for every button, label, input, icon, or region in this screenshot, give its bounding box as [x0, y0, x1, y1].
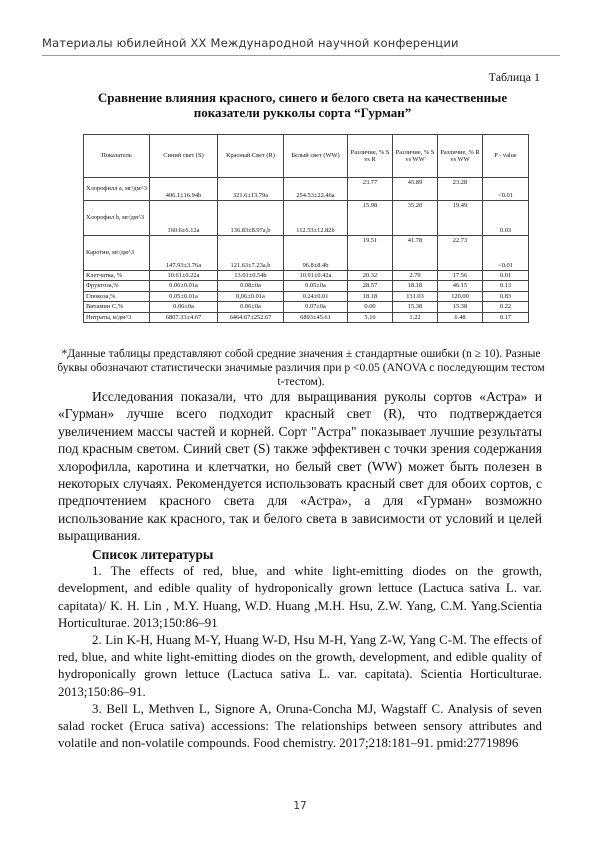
- table-title: Сравнение влияния красного, синего и белого света на качественные показатели рукколы сорта “Гурман”: [97, 90, 508, 120]
- table-row: [84, 302, 529, 312]
- table-row: [84, 201, 529, 236]
- table-row: [84, 281, 529, 291]
- table-header-row: [84, 135, 529, 178]
- table-cell: 0.24±0.01: [284, 291, 348, 301]
- table-cell: 147.93±3.76a: [150, 236, 218, 271]
- table-row: [84, 271, 529, 281]
- table-cell: 41.78: [393, 236, 438, 271]
- table-cell: 0.05±0.01a: [150, 291, 218, 301]
- table-cell: 160.6±6.12a: [150, 201, 218, 236]
- table-cell: 0.83: [483, 291, 529, 301]
- header-cell: Различие, % R vs WW: [438, 135, 483, 178]
- table-cell: 112.53±12.82b: [284, 201, 348, 236]
- references-heading: Список литературы: [92, 547, 214, 562]
- table-cell: 0.07±0a: [284, 302, 348, 312]
- table-cell: 0.08±0a: [218, 281, 284, 291]
- table-cell: 406.1±16.94b: [150, 178, 218, 201]
- references-section: [58, 546, 542, 752]
- table-cell: 2.79: [393, 271, 438, 281]
- header-divider: [42, 55, 560, 56]
- table-cell: 13.01±0.54b: [218, 271, 284, 281]
- table-cell: 0.06±0a: [150, 302, 218, 312]
- table-label: Таблица 1: [488, 70, 540, 84]
- table-cell: 5.16: [348, 312, 393, 322]
- table-cell: 19.49: [438, 201, 483, 236]
- row-label-cell: Хлорофил b, мг/дм^3: [84, 201, 150, 236]
- row-label-cell: Фруктоза,%: [84, 281, 150, 291]
- table-cell: 6807.33±4.67: [150, 312, 218, 322]
- row-label-cell: Клетчатка, %: [84, 271, 150, 281]
- table-container: [83, 134, 528, 323]
- table-cell: 10.91±0.42a: [284, 271, 348, 281]
- header-cell: Показатель: [84, 135, 150, 178]
- table-cell: 0.22: [483, 302, 529, 312]
- table-cell: 23.77: [348, 178, 393, 201]
- table-cell: 18.18: [393, 281, 438, 291]
- reference-item: 3. Bell L, Methven L, Signore A, Oruna-Concha MJ, Wagstaff C. Analysis of seven salad rocket (Eruca sativa) accessions: The relationships between sensory attributes and volatile and non-volatile compounds. Food chemistry. 2017;218:181–91. pmid:27719896: [58, 701, 542, 751]
- table-cell: 0.05±0a: [284, 281, 348, 291]
- results-table: [83, 134, 529, 323]
- table-cell: 0,06±0.01a: [218, 291, 284, 301]
- table-cell: 0.17: [483, 312, 529, 322]
- running-header: Материалы юбилейной XX Международной научной конференции: [42, 36, 459, 50]
- header-cell: Различие, % S vs R: [348, 135, 393, 178]
- table-cell: 15.38: [438, 302, 483, 312]
- row-label-cell: Хлорофилл а, мг/дм^3: [84, 178, 150, 201]
- table-cell: 0.00: [348, 302, 393, 312]
- table-cell: 45.89: [393, 178, 438, 201]
- header-cell: P - value: [483, 135, 529, 178]
- table-cell: 15.38: [393, 302, 438, 312]
- table-cell: 321.6±13.79a: [218, 178, 284, 201]
- table-cell: 35.20: [393, 201, 438, 236]
- header-cell: Белый свет (WW): [284, 135, 348, 178]
- table-cell: 6.48: [438, 312, 483, 322]
- table-cell: 46.15: [438, 281, 483, 291]
- table-row: [84, 291, 529, 301]
- table-cell: 121.63±7.23a,b: [218, 236, 284, 271]
- table-cell: 18.18: [348, 291, 393, 301]
- body-text: [58, 388, 542, 545]
- header-cell: Различие, % S vs WW: [393, 135, 438, 178]
- table-cell: 6464.67±252.67: [218, 312, 284, 322]
- table-cell: 17.56: [438, 271, 483, 281]
- table-cell: 1.22: [393, 312, 438, 322]
- table-row: [84, 236, 529, 271]
- row-label-cell: Нитраты, в/дм^3: [84, 312, 150, 322]
- row-label-cell: Глюкоза,%: [84, 291, 150, 301]
- table-cell: 0.03: [483, 201, 529, 236]
- table-cell: 19.51: [348, 236, 393, 271]
- table-cell: 0.06±0.01a: [150, 281, 218, 291]
- page-number: 17: [293, 800, 307, 812]
- table-cell: 15.98: [348, 201, 393, 236]
- row-label-cell: Витамин С,%: [84, 302, 150, 312]
- table-cell: <0.01: [483, 236, 529, 271]
- table-cell: 20.32: [348, 271, 393, 281]
- reference-item: 1. The effects of red, blue, and white light-emitting diodes on the growth, development, and edible quality of hydroponically grown lettuce (Lactuca sativa L. var. capitata)/ K. H. Lin , M.Y. Huang, W.D. Huang ,M.H. Hsu, Z.W. Yang, C.M. Yang.Scientia Horticulturae. 2013;150:86–91: [58, 564, 542, 630]
- header-cell: Красный Свет (R): [218, 135, 284, 178]
- header-cell: Синий свет (S): [150, 135, 218, 178]
- table-cell: 131.03: [393, 291, 438, 301]
- table-cell: 10.61±0.22a: [150, 271, 218, 281]
- table-cell: 28.57: [348, 281, 393, 291]
- table-cell: <0.01: [483, 178, 529, 201]
- reference-item: 2. Lin K-H, Huang M-Y, Huang W-D, Hsu M-H, Yang Z-W, Yang C-M. The effects of red, blue, and white light-emitting diodes on the growth, development, and edible quality of hydroponically grown lettuce (Lactuca sativa L. var. capitata). Scientia Horticulturae. 2013;150:86–91.: [58, 633, 542, 699]
- table-cell: 136.83±8.97a,b: [218, 201, 284, 236]
- table-cell: 22.73: [438, 236, 483, 271]
- table-cell: 0.01: [483, 271, 529, 281]
- row-label-cell: Каротин, мг/дм^3: [84, 236, 150, 271]
- table-cell: 254.53±22.46a: [284, 178, 348, 201]
- table-cell: 6893±45.61: [284, 312, 348, 322]
- table-row: [84, 178, 529, 201]
- table-cell: 0.13: [483, 281, 529, 291]
- table-cell: 120.00: [438, 291, 483, 301]
- table-cell: 96.8±8.4b: [284, 236, 348, 271]
- body-paragraph: Исследования показали, что для выращивания руколы сортов «Астра» и «Гурман» лучше всего подходит красный свет (R), что подтверждается увеличением массы частей и корней. Сорт "Астра" показывает лучшие результаты под красным светом. Синий свет (S) также эффективен с точки зрения содержания хлорофилла, каротина и клетчатки, но белый свет (WW) может быть полезен в некоторых случаях. Рекомендуется использовать красный свет для обоих сортов, с предпочтением красного света для «Астра», а для «Гурман» возможно использование как красного, так и белого света в зависимости от условий и целей выращивания.: [58, 389, 542, 544]
- table-cell: 23.28: [438, 178, 483, 201]
- table-footnote: *Данные таблицы представляют собой средние значения ± стандартные ошибки (n ≥ 10). Разные буквы обозначают статистически значимые различия при p <0.05 (ANOVA с последующим тестом t-тестом).: [57, 347, 545, 388]
- table-cell: 0.06±0a: [218, 302, 284, 312]
- table-row: [84, 312, 529, 322]
